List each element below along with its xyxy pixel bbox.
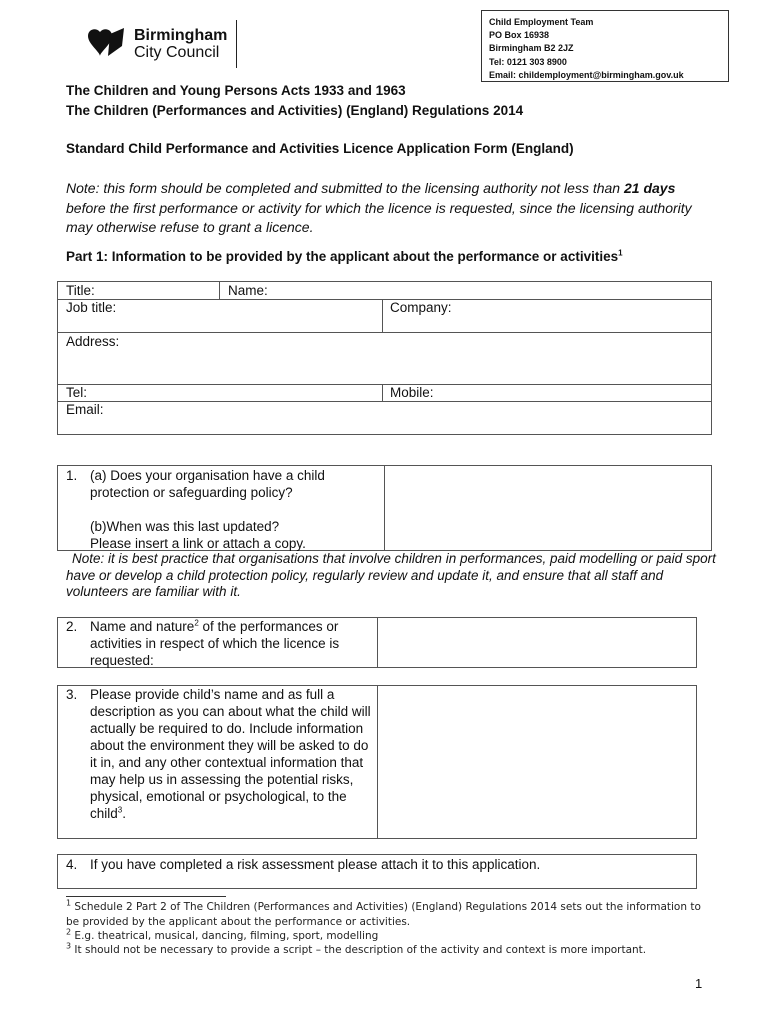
divider (57, 332, 712, 333)
email-label: Email: (66, 402, 104, 417)
logo-divider (236, 20, 237, 68)
question-1b-text: (b)When was this last updated? (90, 519, 280, 534)
part1-heading (66, 249, 623, 264)
title-label: Title: (66, 283, 95, 298)
note-text-a: Note: this form should be completed and submitted to the licensing authority not less than (66, 180, 624, 196)
footnote-rule (66, 896, 226, 897)
question-4-text: If you have completed a risk assessment please attach it to this application. (90, 857, 541, 872)
question-2-number: 2. (66, 619, 78, 634)
form-title: Standard Child Performance and Activities Licence Application Form (England) (66, 141, 574, 156)
question-1c-text: Please insert a link or attach a copy. (90, 536, 306, 551)
question-3-answer[interactable] (379, 686, 695, 837)
acts-title: The Children and Young Persons Acts 1933 and 1963 (66, 83, 406, 98)
address-label: Address: (66, 334, 120, 349)
question-4 (66, 856, 686, 873)
footnote-3-text: It should not be necessary to provide a script – the description of the activity and context is more important. (71, 944, 647, 956)
question-3-text: Please provide child’s name and as full a description as you can about what the child will actually be required to do. Include information about the environment they will be asked to do it in, and any other contextual information that may help us in assessing the potential risks, physical, emotional or psychological, to the child (90, 687, 371, 821)
footnote-ref-3: 3 (117, 805, 123, 815)
question-3-number: 3. (66, 687, 78, 702)
name-field[interactable] (220, 282, 711, 298)
note-days-word: days (643, 180, 676, 196)
divider (57, 299, 712, 300)
contact-city: Birmingham B2 2JZ (489, 43, 574, 54)
contact-tel: Tel: 0121 303 8900 (489, 56, 567, 67)
question-2-text-b: of the performances or activities in respect of which the licence is requested: (90, 619, 340, 668)
divider (57, 401, 712, 402)
footnote-2-ref: 2 (66, 927, 72, 937)
logo-line1: Birmingham (134, 27, 228, 44)
divider (377, 685, 378, 839)
logo-line2: City Council (134, 44, 220, 61)
tel-label: Tel: (66, 385, 88, 400)
question-1-number: 1. (66, 468, 78, 483)
question-2-text-a: Name and nature (90, 619, 195, 634)
birmingham-heart-logo-icon (86, 26, 128, 60)
contact-email: Email: childemployment@birmingham.gov.uk (489, 69, 684, 80)
question-2 (66, 618, 370, 669)
contact-box (481, 10, 729, 82)
note-days-number: 21 (623, 180, 640, 196)
contact-team: Child Employment Team (489, 17, 594, 27)
divider (384, 465, 385, 551)
footnote-ref-1: 1 (618, 248, 623, 258)
question-1 (66, 467, 376, 552)
applicant-details-table (57, 281, 712, 435)
footnote-ref-2: 2 (194, 618, 199, 628)
footnote-3-ref: 3 (66, 941, 72, 951)
part1-title: Part 1: Information to be provided by the applicant about the performance or activities (66, 249, 619, 264)
divider (57, 384, 712, 385)
footnote-1-ref: 1 (66, 898, 72, 908)
question-2-answer[interactable] (379, 618, 695, 666)
safeguarding-note: Note: it is best practice that organisations that involve children in performances, paid modelling or paid sport have or develop a child protection policy, regularly review and update it, and ensure that all staff and volunteers are familiar with it. (66, 551, 716, 599)
footnote-3 (66, 943, 716, 958)
mobile-label: Mobile: (390, 385, 434, 400)
submission-note (66, 179, 716, 238)
divider (382, 384, 383, 401)
divider (377, 617, 378, 668)
question-4-number: 4. (66, 857, 78, 872)
question-1a-text: (a) Does your organisation have a child protection or safeguarding policy? (90, 468, 325, 500)
question-1-answer[interactable] (386, 467, 710, 549)
regulations-title: The Children (Performances and Activities) (England) Regulations 2014 (66, 103, 524, 118)
footnote-2-text: E.g. theatrical, musical, dancing, filming, sport, modelling (71, 930, 379, 942)
footnote-1-text: Schedule 2 Part 2 of The Children (Performances and Activities) (England) Regulations 2014 sets out the information to be provided by the applicant about the performance or activities. (66, 901, 701, 928)
footnote-1 (66, 900, 716, 929)
name-label: Name: (228, 283, 268, 298)
job-title-label: Job title: (66, 300, 117, 315)
note-text-b: before the first performance or activity for which the licence is requested, since the licensing authority may otherwise refuse to grant a licence. (66, 199, 692, 235)
question-3 (66, 686, 376, 822)
contact-po-box: PO Box 16938 (489, 30, 550, 41)
footnote-2 (66, 929, 716, 944)
page-number: 1 (695, 976, 703, 991)
divider (382, 299, 383, 332)
question-3-end: . (122, 806, 126, 821)
company-label: Company: (390, 300, 452, 315)
